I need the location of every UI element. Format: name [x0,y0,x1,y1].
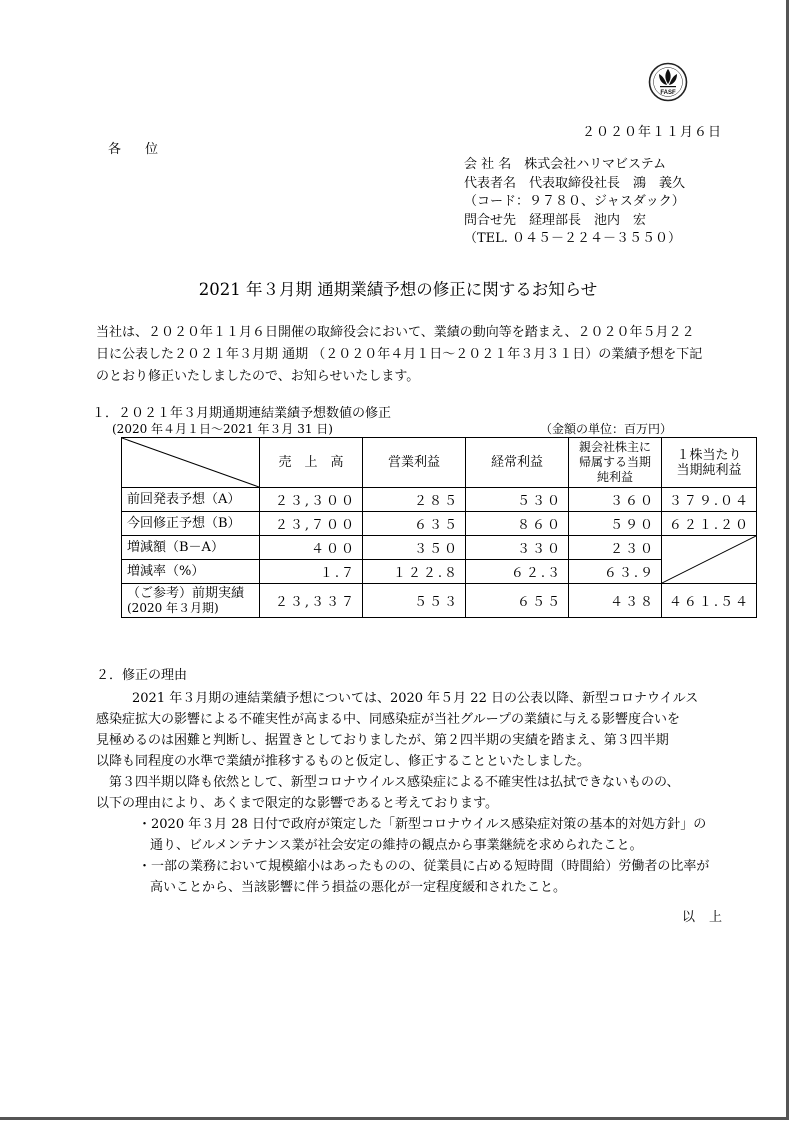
svg-text:FASF: FASF [660,90,676,96]
document-title: 2021 年３月期 通期業績予想の修正に関するお知らせ [198,280,598,299]
header-operating-profit: 営業利益 [363,438,466,488]
cell-net: ３６０ [569,488,662,512]
intro-line: 当社は、２０２０年１１月６日開催の取締役会において、業績の動向等を踏まえ、２０２０年５月２２ [96,325,695,340]
section2-heading: ２．修正の理由 [96,668,188,683]
cell-net: ４３８ [569,584,662,618]
reason-body [96,688,726,898]
reason-line: 見極めるのは困難と判断し、据置きとしておりましたが、第２四半期の実績を踏まえ、第３四半期 [96,733,669,748]
reason-bullet-cont: 通り、ビルメンテナンス業が社会安定の維持の観点から事業継続を求められたこと。 [150,838,643,853]
cell-eps: ３７９.０４ [662,488,757,512]
forecast-period: (2020 年４月１日～2021 年３月 31 日) [112,422,333,436]
cell-ordinary: ６２.３ [466,560,569,584]
cell-sales: ４００ [260,536,363,560]
cell-ordinary: ８６０ [466,512,569,536]
header-eps: １株当たり 当期純利益 [662,438,757,488]
section1-heading: １．２０２１年３月期通期連結業績予想数値の修正 [92,406,392,421]
company-info [464,156,685,249]
cell-operating: ２８５ [363,488,466,512]
document-date: ２０２０年１１月６日 [581,125,722,140]
reason-line: 以降も同程度の水準で業績が推移するものと仮定し、修正することといたしました。 [96,754,591,769]
reason-line: 2021 年３月期の連結業績予想については、2020 年５月 22 日の公表以降、新型コロナウイルス [132,691,699,706]
cell-sales: １.７ [260,560,363,584]
cell-operating: ３５０ [363,536,466,560]
contact-person: 問合せ先 経理部長 池内 宏 [464,212,647,228]
reason-line: 感染症拡大の影響による不確実性が高まる中、同感染症が当社グループの業績に与える影響度合いを [96,712,680,727]
closing-mark: 以上 [682,910,737,925]
cell-net: ２３０ [569,536,662,560]
cell-operating: ５５３ [363,584,466,618]
fasf-logo [648,62,688,102]
cell-operating: ６３５ [363,512,466,536]
cell-net: ６３.９ [569,560,662,584]
table-row [122,536,757,560]
cell-eps: ６２１.２０ [662,512,757,536]
amount-unit: （金額の単位：百万円） [540,422,673,436]
row-label: （ご参考）前期実績 (2020 年３月期) [122,584,260,618]
row-label: 前回発表予想（A） [122,488,260,512]
cell-sales: ２３,７００ [260,512,363,536]
intro-line: 日に公表した２０２１年３月期 通期 （２０２０年４月１日～２０２１年３月３１日）の業績予想を下記 [96,347,703,362]
table-header-row [122,438,757,488]
reason-line: 第３四半期以降も依然として、新型コロナウイルス感染症による不確実性は払拭できないものの、 [109,775,680,790]
reason-line: 以下の理由により、あくまで限定的な影響であると考えております。 [96,796,498,811]
eps-empty-cell [662,536,757,584]
cell-operating: １２２.８ [363,560,466,584]
reason-bullet: ・一部の業務において規模縮小はあったものの、従業員に占める短時間（時間給）労働者の比率が [138,859,710,874]
row-label: 増減率（%） [122,560,260,584]
header-sales: 売 上 高 [260,438,363,488]
cell-net: ５９０ [569,512,662,536]
cell-sales: ２３,３００ [260,488,363,512]
corner-cell [122,438,260,488]
stock-code: （コード：９７８０、ジャスダック） [464,194,685,209]
header-net-profit: 親会社株主に 帰属する当期 純利益 [569,438,662,488]
cell-ordinary: ５３０ [466,488,569,512]
reason-bullet-cont: 高いことから、当該影響に伴う損益の悪化が一定程度緩和されたこと。 [150,880,567,895]
table-row [122,488,757,512]
intro-paragraph [96,322,726,388]
company-name: 会 社 名 株式会社ハリマビステム [464,157,667,172]
header-ordinary-profit: 経常利益 [466,438,569,488]
cell-ordinary: ６５５ [466,584,569,618]
contact-phone: （TEL. ０４５－２２４－３５５０） [464,231,682,246]
reason-bullet: ・2020 年３月 28 日付で政府が策定した「新型コロナウイルス感染症対策の基本的対処方針」の [138,817,707,832]
intro-line: のとおり修正いたしましたので、お知らせいたします。 [96,369,420,384]
row-label: 今回修正予想（B） [122,512,260,536]
addressee: 各位 [108,142,183,157]
row-label: 増減額（B－A） [122,536,260,560]
cell-ordinary: ３３０ [466,536,569,560]
cell-eps: ４６１.５４ [662,584,757,618]
table-row [122,512,757,536]
table-row [122,584,757,618]
forecast-table [121,437,757,618]
cell-sales: ２３,３３７ [260,584,363,618]
representative: 代表者名 代表取締役社長 鴻 義久 [464,175,686,191]
